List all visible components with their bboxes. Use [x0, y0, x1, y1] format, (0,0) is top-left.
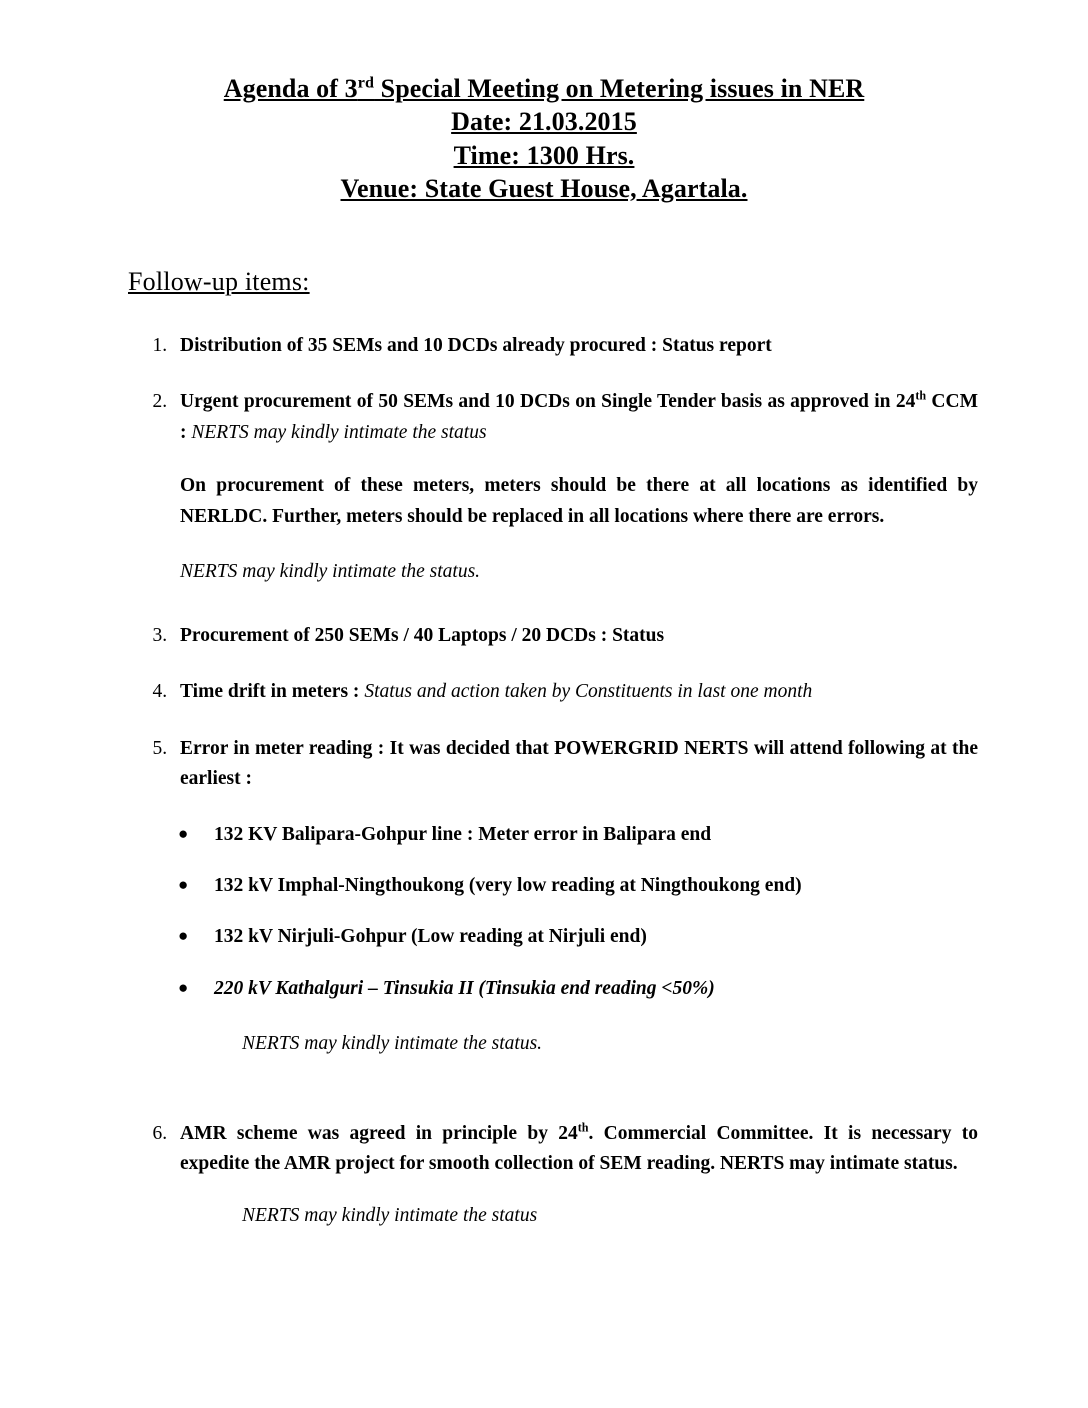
- list-item-3: [172, 621, 978, 651]
- note-after-bullets: NERTS may kindly intimate the status.: [242, 1032, 543, 1054]
- item-3-text: Procurement of 250 SEMs / 40 Laptops / 20 DCDs : Status: [180, 625, 665, 647]
- item-2-italic: NERTS may kindly intimate the status: [191, 421, 487, 443]
- item-5-text: Error in meter reading : It was decided that POWERGRID NERTS will attend following at the earliest :: [180, 737, 978, 789]
- title-date-text: Date: 21.03.2015: [451, 107, 637, 137]
- title-main-suffix: Special Meeting on Metering issues in NER: [374, 74, 865, 103]
- title-time-line: [110, 139, 978, 172]
- list-item-1: [172, 331, 978, 361]
- list-item-5: [172, 734, 978, 794]
- title-date-line: [110, 105, 978, 138]
- followup-items-list-continued: [110, 621, 978, 794]
- item-6-text-part1: AMR scheme was agreed in principle by 24: [180, 1122, 578, 1144]
- list-item-4: [172, 677, 978, 707]
- list-item-bullet-3: [172, 922, 978, 951]
- followup-items-list: [110, 331, 978, 587]
- bullet-4-text: 220 kV Kathalguri – Tinsukia II (Tinsukia end reading <50%): [214, 977, 715, 999]
- bullet-dot-icon: ●: [178, 977, 189, 997]
- title-main-line: [110, 72, 978, 105]
- section-heading-followup: Follow-up items:: [128, 267, 310, 297]
- bullet-dot-icon: ●: [178, 926, 189, 946]
- title-time-text: Time: 1300 Hrs.: [453, 140, 635, 170]
- bullet-dot-icon: ●: [178, 875, 189, 895]
- followup-items-list-final: [110, 1119, 978, 1179]
- bullet-3-text: 132 kV Nirjuli-Gohpur (Low reading at Nirjuli end): [214, 926, 647, 948]
- item-2-sup: th: [915, 388, 927, 403]
- title-main-prefix: Agenda of 3: [223, 74, 358, 103]
- item-6-sup: th: [577, 1120, 589, 1135]
- list-item-bullet-2: [172, 871, 978, 900]
- title-main-sup: rd: [357, 74, 375, 92]
- item-2-text-part2: CCM :: [180, 391, 978, 443]
- list-item-bullet-4: [172, 974, 978, 1003]
- spacer: [110, 1055, 978, 1085]
- document-title-block: [110, 72, 978, 205]
- list-item-bullet-1: [172, 820, 978, 849]
- item-4-italic: Status and action taken by Constituents in last one month: [364, 681, 813, 703]
- item-2-paragraph: On procurement of these meters, meters should be there at all locations as identified by NERLDC. Further, meters should be replaced in all locations where there are errors.: [180, 474, 978, 528]
- list-item-2: [172, 387, 978, 587]
- meter-error-bullet-list: [110, 820, 978, 1003]
- item-2-text-part1: Urgent procurement of 50 SEMs and 10 DCDs on Single Tender basis as approved in 24: [180, 391, 916, 413]
- bullet-1-text: 132 KV Balipara-Gohpur line : Meter error in Balipara end: [214, 823, 712, 845]
- closing-note: NERTS may kindly intimate the status: [242, 1205, 538, 1227]
- bullet-dot-icon: ●: [178, 823, 189, 843]
- bullet-2-text: 132 kV Imphal-Ningthoukong (very low reading at Ningthoukong end): [214, 875, 802, 897]
- title-venue-text: Venue: State Guest House, Agartala.: [340, 173, 748, 203]
- item-6-text-part2: . Commercial Committee. It is necessary to expedite the AMR project for smooth collection of SEM reading. NERTS may intimate status.: [180, 1122, 978, 1175]
- item-2-italic-followup: NERTS may kindly intimate the status.: [180, 560, 481, 582]
- item-1-text: Distribution of 35 SEMs and 10 DCDs already procured : Status report: [180, 335, 772, 357]
- item-4-bold: Time drift in meters :: [180, 681, 365, 703]
- title-venue-line: [110, 172, 978, 205]
- list-item-6: [172, 1119, 978, 1179]
